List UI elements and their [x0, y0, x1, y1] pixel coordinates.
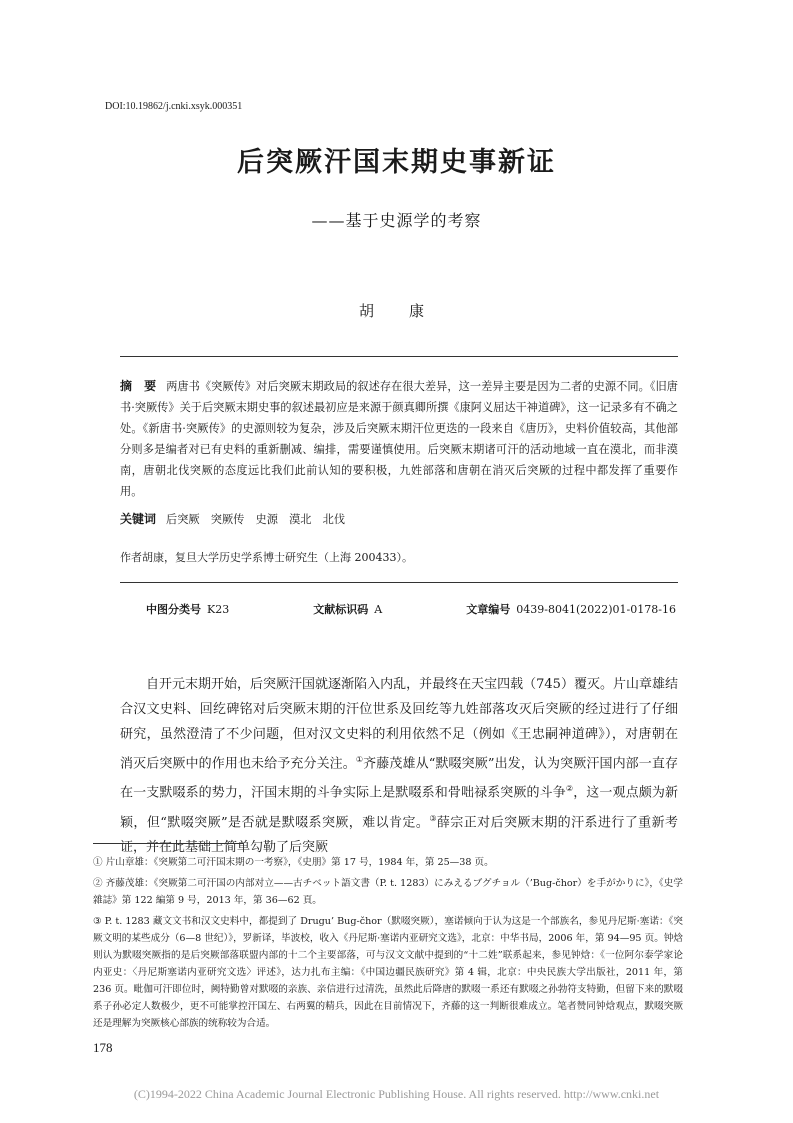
abstract-rule	[120, 582, 678, 583]
doi: DOI:10.19862/j.cnki.xsyk.000351	[105, 101, 243, 112]
footnote-1: ① 片山章雄：《突厥第二可汗国末期の一考察》，《史朋》第 17 号，1984 年，第 25—38 页。	[93, 857, 494, 868]
footnote-3: ③ P. t. 1283 藏文文书和汉文史料中，都提到了 Drugu’ Bug-čhor（默啜突厥），塞诺倾向于认为这是一个部族名，参见丹尼斯·塞诺：《突厥文明的某些成分（6—8 世纪）》，罗新译，毕波校，收入《丹尼斯·塞诺内亚研究文选》，北京：中华书局，2006 年，第 94—95 页。钟焓则认为默啜突厥指的是后突厥部落联盟内部的十二个主要部落，可与汉文文献中提到的“十二姓”联系起来，参见钟焓：《一位阿尔泰学家论内亚史：〈丹尼斯塞诺内亚研究文选〉评述》，达力扎布主编：《中国边疆民族研究》第 4 辑，北京：中央民族大学出版社，2011 年，第 236 页。毗伽可汗即位时，阙特勤曾对默啜的亲族、亲信进行过清洗，虽然此后降唐的默啜一系还有默啜之孙勃符支特勤，但留下来的默啜系子孙必定人数极少，更不可能掌控汗国左、右两翼的精兵，因此在目前情况下，齐藤的这一判断很难成立。笔者赞同钟焓观点，默啜突厥还是理解为突厥核心部族的统称较为合适。	[93, 916, 683, 1029]
footnote-ref-2[interactable]: ②	[565, 784, 574, 794]
article-title: 后突厥汗国末期史事新证	[237, 147, 556, 178]
author-name: 胡 康	[358, 302, 434, 320]
footnote-rule	[93, 843, 243, 844]
abstract-text: 两唐书《突厥传》对后突厥末期政局的叙述存在很大差异，这一差异主要是因为二者的史源不同。《旧唐书·突厥传》关于后突厥末期史事的叙述最初应是来源于颜真卿所撰《康阿义屈达干神道碑》，这一记录多有不确之处。《新唐书·突厥传》的史源则较为复杂，涉及后突厥末期汗位更迭的一段来自《唐历》，史料价值较高，其他部分则多是编者对已有史料的重新删减、编排，需要谨慎使用。后突厥末期诸可汗的活动地域一直在漠北，而非漠南，唐朝北伐突厥的态度远比我们此前认知的要积极，九姓部落和唐朝在消灭后突厥的过程中都发挥了重要作用。	[120, 380, 678, 498]
header-rule	[120, 356, 678, 357]
footnotes	[93, 854, 683, 1036]
body-paragraph: 自开元末期开始，后突厥汗国就逐渐陷入内乱，并最终在天宝四载（745）覆灭。片山章雄结合汉文史料、回纥碑铭对后突厥末期的汗位世系及回纥等九姓部落攻灭后突厥的经过进行了仔细研究，虽然澄清了不少问题，但对汉文史料的利用依然不足（例如《王忠嗣神道碑》），对唐朝在消灭后突厥中的作用也未给予充分关注。①齐藤茂雄从“默啜突厥”出发，认为突厥汗国内部一直存在一支默啜系的势力，汗国末期的斗争实际上是默啜系和骨咄禄系突厥的斗争②，这一观点颇为新颖，但“默啜突厥”是否就是默啜系突厥，难以肯定。③薛宗正对后突厥末期的汗系进行了重新考证，并在此基础上简单勾勒了后突厥	[120, 677, 678, 855]
abstract	[120, 376, 678, 502]
clc-number: 中图分类号 K23	[146, 603, 230, 616]
footnote-2: ② 齐藤茂雄：《突厥第二可汗国の内部对立——古チベット語文書（P. t. 1283）にみえるブグチョル（’Bug-čhor）を手がかりに》，《史学雜誌》第 122 編第 9 号，2013 年，第 36—62 頁。	[93, 878, 683, 906]
keywords	[120, 510, 678, 527]
keywords-text: 后突厥 突厥传 史源 漠北 北伐	[166, 513, 346, 526]
keywords-label: 关键词	[120, 512, 157, 526]
author-affiliation: 作者胡康，复旦大学历史学系博士研究生（上海 200433）。	[120, 551, 413, 564]
document-code: 文献标识码 A	[313, 603, 383, 616]
footnote-ref-1[interactable]: ①	[355, 755, 364, 764]
page-number: 178	[93, 1040, 113, 1055]
abstract-label: 摘 要	[120, 379, 157, 393]
article-number: 文章编号 0439-8041(2022)01-0178-16	[466, 603, 676, 616]
footnote-ref-3[interactable]: ③	[429, 813, 437, 823]
classification-line	[146, 601, 676, 617]
copyright-notice: (C)1994-2022 China Academic Journal Electronic Publishing House. All rights reserved. http://www.cnki.net	[133, 1087, 660, 1101]
article-subtitle: ——基于史源学的考察	[311, 211, 482, 230]
